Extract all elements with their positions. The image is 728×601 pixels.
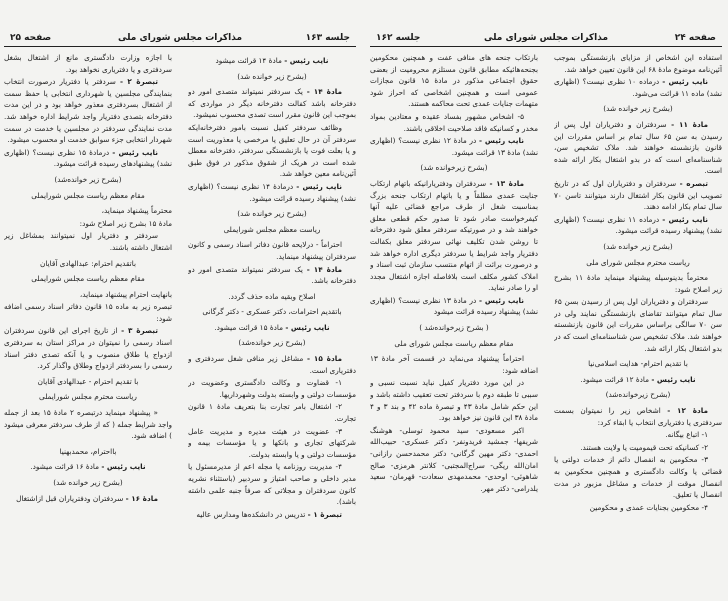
paragraph-text: بااحترام، محمدبهنیا [59, 446, 117, 456]
paragraph-text: ۲- کسانیکه تحت قیمومیت یا ولایت هستند. [580, 442, 708, 452]
paragraph-text: (بشرح زیر خوانده‌شد) [54, 174, 122, 184]
paragraph-text: ۳- عضویت در هیئت مدیره و مدیریت عامل شرکتهای تجاری و بانکها و یا مؤسسات بیمه و مؤسسات دولتی و یا وابسته بدولت. [188, 426, 356, 459]
paragraph-text: محترماً پیشنهاد مینماید، [101, 206, 172, 216]
paragraph-text: ۱- قضاوت و وکالت دادگستری وعضویت در مؤسسات دولتی و وابسته بدولت وشهرداریها. [188, 378, 356, 399]
bold-lead: نایب رئیس - [284, 56, 329, 65]
paragraph-text: « پیشنهاد مینماید درتبصره ۲ مادهٔ ۱۵ بعد از جمله واجد شرایط جمله ( که از طرف سردفتر معرفی میشود ) اضافه شود. [4, 408, 172, 441]
paragraph-text: یک سردفتر نمیتواند متصدی امور دو دفترخانه باشد. [188, 264, 356, 286]
paragraph [370, 377, 538, 423]
speaker-paragraph [554, 119, 722, 177]
paragraph-text: بارتکاب جنحه های منافی عفت و همچنین محکومین بجنحه‌هائیکه مطابق قانون مستلزم محرومیت از بعضی حقوق اجتماعی مذکور در مادهٔ ۱۵ قانون مجازات عمومی است و همچنین اشخاصی که احراز شود متهمات جنایات عمدی تحت محاکمه هستند. [370, 53, 538, 109]
paragraph-text: سردفتر و دفتریار اول نمیتوانند بمشاغل زیر اشتغال داشته باشند. [4, 231, 172, 252]
centered-line [188, 224, 356, 236]
paragraph-text: مادهٔ ۱۲ قرائت میشود. [580, 374, 652, 384]
centered-line [370, 338, 538, 350]
page-number: صفحه ۲۵ [10, 33, 52, 43]
paragraph [554, 502, 722, 514]
centered-line [188, 71, 356, 83]
centered-line [554, 241, 722, 253]
session-number: جلسه ۱۶۳ [305, 33, 350, 43]
paragraph [370, 425, 538, 495]
paragraph-text: با اجازه وزارت دادگستری مانع از اشتغال بشغل سردفتری و یا دفتریاری نخواهد بود. [4, 53, 172, 74]
speaker-paragraph [188, 322, 356, 334]
bold-lead: مادهٔ ۱۲ - [667, 406, 709, 416]
paragraph-text: (بشرح زیرخوانده شد) [420, 163, 488, 173]
centered-line [188, 306, 356, 318]
paragraph [188, 122, 356, 180]
paragraph-text: اشخاص زیر را نمیتوان بسمت سردفتری یا دفتریاری انتخاب یا ابقاء کرد: [554, 406, 722, 427]
paragraph-text: اصلاح وبقیه ماده حذف گردد. [228, 291, 316, 301]
paragraph [188, 377, 356, 400]
page-number: صفحه ۲۴ [674, 33, 716, 43]
paragraph-text: مادهٔ ۱۵ بشرح زیر اصلاح شود: [79, 218, 172, 228]
paragraph-text: سردفتران و دفتریاران اول که در تاریخ تصویب این قانون بکار اشتغال دارند میتوانند تاسن ۷۰ سال تمام بکار ادامه دهند. [554, 178, 722, 212]
column-left [4, 52, 172, 595]
paragraph-text: تبصره زیر به ماده ۱۵ قانون دفاتر اسناد رسمی اضافه شود: [4, 302, 172, 323]
centered-line [370, 322, 538, 334]
paragraph-text: ریاست معظم مجلس شورایملی [223, 224, 321, 234]
centered-line [554, 358, 722, 370]
page-25 [4, 30, 356, 595]
paragraph-text: یک سردفتر نمیتواند متصدی امور دو دفترخانه باشد کفالت دفترخانه دیگر در مواردی که بموجب این قانون مقرر است تصدی محسوب نمیشود. [188, 87, 356, 120]
centered-line [188, 208, 356, 220]
paragraph [370, 52, 538, 110]
paragraph-text: احتراماً پیشنهاد می‌نماید در قسمت آخر مادهٔ ۱۳ اضافه شود: [370, 354, 538, 375]
paragraph-text: با تقدیم احترام- هدایت اسلامی‌نیا [588, 359, 688, 369]
paragraph-text: در این مورد دفتریار کفیل نباید نسبت نسبی و سببی تا طبقه دوم با سردفتر تحت تعقیب داشته باشد و این حکم شامل مادهٔ ۴۳ و تبصرهٔ ماده ۴۲ و بند ۳ و ۴ مادهٔ ۳۸ این قانون نیز خواهد بود. [370, 378, 538, 423]
paragraph [188, 461, 356, 507]
speaker-paragraph [4, 461, 172, 473]
centered-line [4, 273, 172, 285]
paragraph-text: درمادهٔ ۱۵ نظری نیست؟ (اظهاری نشد) پیشنهادهای رسیده قرائت میشود. [4, 147, 172, 169]
page-header [4, 30, 356, 47]
paragraph-text: مادهٔ ۱۶ قرائت میشود. [30, 462, 102, 472]
paragraph [370, 111, 538, 134]
centered-line [4, 258, 172, 270]
bold-lead: نایب رئیس - [296, 181, 343, 191]
paragraph [370, 353, 538, 376]
paragraph-text: از تاریخ اجرای این قانون سردفتران اسناد رسمی را نمیتوان در مراکز استان به سردفتری ازدواج یا طلاق منصوب و یا آنکه تصدی دفتر اسناد رسمی را بسردفتر ازدواج وطلاق واگذار کرد. [4, 326, 172, 371]
bold-lead: مادهٔ ۱۴ - [306, 264, 342, 274]
paragraph-text: ۳- محکومین به انفصال دائم از خدمات دولتی یا قضائی یا وکالت دادگستری و همچنین محکومین به انفصال موقت از خدمات و مشاغل مزبور در مدت انفصال یا تعلیق. [554, 455, 722, 500]
text-columns [370, 52, 722, 595]
paragraph-text: (بشرح زیر خوانده‌شد) [238, 338, 306, 348]
paragraph [4, 289, 172, 301]
bold-lead: نایب رئیس - [112, 147, 159, 157]
speaker-paragraph [370, 178, 538, 294]
paragraph-text: مادهٔ ۱۵ قرائت میشود. [214, 322, 286, 332]
paragraph-text: احتراماً - درلایحه قانون دفاتر اسناد رسمی و کانون سردفتران پیشنهاد مینماید. [188, 240, 356, 261]
paragraph [4, 230, 172, 253]
bold-lead: مادهٔ ۱۶ - [125, 493, 158, 503]
speaker-paragraph [554, 374, 722, 386]
paragraph-text: (بشرح زیر خوانده شد) [237, 71, 307, 81]
bold-lead: نایب رئیس - [662, 77, 709, 87]
paragraph-text: باتقدیم احترام: عبدالهادی آقایان [40, 258, 136, 268]
paragraph-text: در مادهٔ ۱۳ نظری نیست؟ (اظهاری نشد) پیشنهاد رسیده قرائت میشود [370, 295, 538, 317]
paragraph-text: سردفتران و دفتریاران اول پس از رسیدن بسن ۶۵ سال تمام میتوانند تقاضای بازنشستگی نمایند ولی در سن ۷۰ سالگی براساس مقررات این قانون بازنشسته خواهند شد. ملاک تشخیص سن شناسنامه‌ای است که در بدو اشتغال بکار ارائه شد. [554, 297, 722, 353]
paragraph-text: مادهٔ ۱۴ قرائت میشود [215, 56, 285, 65]
paragraph-text: با تقدیم احترام - عبدالهادی آقایان [37, 376, 139, 386]
speaker-paragraph [188, 55, 356, 67]
paragraph-text: محترماً بدینوسیله پیشنهاد مینماید مادهٔ ۱۱ بشرح زیر اصلاح شود: [554, 273, 722, 294]
paragraph-text: استفاده این اشخاص از مزایای بازنشستگی بموجب آئین‌نامه موضوع مادهٔ ۶۸ این قانون تعیین خواهد شد. [554, 53, 722, 74]
bold-lead: مادهٔ ۱۱ - [671, 119, 708, 129]
bold-lead: مادهٔ ۱۵ - [306, 354, 342, 364]
running-title: مذاکرات مجلس شورای ملی [117, 33, 243, 43]
speaker-paragraph [370, 295, 538, 318]
paragraph [188, 401, 356, 424]
bold-lead: تبصره - [679, 178, 708, 188]
paragraph-text: درمادهٔ ۱۴ نظری نیست؟ (اظهاری نشد) پیشنهاد رسیده قرائت میشود. [188, 181, 356, 203]
paragraph-text: مشاغل زیر منافی شغل سردفتری و دفتریاری است. [188, 354, 356, 375]
bold-lead: نایب رئیس - [478, 295, 525, 305]
column-right [188, 52, 356, 595]
speaker-paragraph [4, 147, 172, 170]
speaker-paragraph [4, 325, 172, 371]
speaker-paragraph [4, 493, 172, 505]
bold-lead: تبصرهٔ ۲ - [120, 77, 158, 87]
paragraph-text: ۴- مدیریت روزنامه یا مجله اعم از مدیرمسئول یا مدیر داخلی و صاحب امتیاز و سردبیر (باستثناء نشریه کانون سردفتران و مجلاتی که صرفاً جنبه علمی داشته باشد). [188, 462, 356, 507]
bold-lead: تبصرهٔ ۳ - [121, 326, 159, 336]
paragraph-text: اکبر مسعودی- سید محمود توسلی- هوشنگ شریفها- جمشید فریدونفر- دکتر عسکری- حبیب‌الله احمدی- دکتر مهین گرگانی- دکتر محمدحسن رازانی- امان‌الله ریگی- سراج‌المجتبی- کلانتر هرمزی- صالح شاهوئی- اوحدی- محمدمهدی سعادت- قهرمان- سعید یلدرامی- دکتر مهر. [370, 425, 538, 493]
paragraph-text: ریاست محترم مجلس شورایملی [39, 392, 137, 402]
paragraph [554, 429, 722, 441]
bold-lead: نایب رئیس - [285, 322, 330, 332]
bold-lead: نایب رئیس - [478, 136, 525, 146]
paragraph [188, 239, 356, 262]
centered-line [4, 174, 172, 186]
paragraph-text: در مادهٔ ۱۲ نظری نیست؟ (اظهاری نشد) مادهٔ ۱۳ قرائت میشود. [370, 136, 538, 157]
paragraph [4, 52, 172, 75]
paragraph-text: سردفتران ودفتریارانیکه باتهام ارتکاب جنایت عمدی مطلقاً و یا باتهام ارتکاب جنحه بزرگ بمناسبت شغل از طرف مراجع قضائی علیه آنها کیفرخواست صادر شود تا صدور حکم قطعی معلق خواهند شد و در صورتیکه سردفتر معلق شود دفترخانه تا روشن شدن تکلیف نهائی سردفتر معلق بکفالت دفتریار واجد شرایط یا سردفتر دیگری اداره خواهد شد و درصورت برائت از اتهام منتسب سازمان ثبت اسناد و املاک کشور مکلف است بلافاصله اجازه اشتغال مجدد او را صادر نماید. [370, 178, 538, 293]
paragraph-text: درماده ۱۰ نظری نیست؟ (اظهاری نشد) ماده ۱۱ قرائت می‌شود. [554, 77, 722, 98]
bold-lead: تبصرهٔ ۱ - [307, 509, 342, 519]
page-header [370, 30, 722, 47]
centered-line [188, 291, 356, 303]
speaker-paragraph [188, 353, 356, 376]
paragraph-text: ریاست محترم مجلس شورای ملی [586, 257, 690, 267]
bold-lead: مادهٔ ۱۴ - [306, 87, 342, 97]
bold-lead: نایب رئیس - [651, 374, 696, 384]
paragraph-text: درماده ۱۱ نظری نیست؟ (اظهاری نشد) پیشنهاد رسیده قرائت میشود. [554, 214, 722, 236]
paragraph-text: ۵- اشخاص مشهور بفساد عقیده و معتادین بمواد مخدر و کسانیکه فاقد صلاحیت اخلاقی باشند. [370, 111, 538, 133]
paragraph-text: مقام معظم ریاست مجلس شورایملی [31, 274, 145, 284]
paragraph-text: باتقدیم احترامات، دکتر عسکری - دکتر گرگانی [202, 307, 342, 317]
speaker-paragraph [554, 178, 722, 213]
text-columns [4, 52, 356, 595]
paragraph [188, 426, 356, 461]
centered-line [554, 103, 722, 115]
column-left [370, 52, 538, 595]
paragraph [4, 205, 172, 217]
paragraph-text: ۲- اشتغال بامر تجارت بنا بتعریف مادهٔ ۱ قانون تجارت. [188, 402, 356, 424]
paragraph [4, 407, 172, 442]
paragraph-text: بانهایت احترام پیشنهاد مینماید، [79, 289, 172, 299]
speaker-paragraph [554, 214, 722, 237]
paragraph-text: (بشرح زیر خوانده شد) [603, 241, 673, 251]
centered-line [554, 257, 722, 269]
centered-line [4, 376, 172, 388]
paragraph-text: (بشرح زیرخوانده‌شد) [605, 390, 671, 400]
speaker-paragraph [188, 181, 356, 204]
paragraph-text: مقام معظم ریاست مجلس شورایملی [31, 190, 145, 200]
centered-line [370, 162, 538, 174]
paragraph [554, 272, 722, 295]
paragraph-text: تدریس در دانشکده‌ها ومدارس عالیه [196, 509, 308, 519]
paragraph-text: (بشرح زیر خوانده شد) [603, 104, 673, 114]
centered-line [4, 477, 172, 489]
centered-line [4, 190, 172, 202]
bold-lead: نایب رئیس - [101, 462, 146, 472]
paragraph-text: سردفتران ودفتریاران قبل ازاشتغال [16, 493, 126, 503]
bold-lead: مادهٔ ۱۳ - [489, 178, 524, 188]
paragraph-text: ( بشرح زیرخوانده‌شد ) [419, 323, 489, 333]
speaker-paragraph [554, 405, 722, 428]
paragraph-text: (بشرح زیر خوانده شد) [53, 478, 123, 487]
paragraph-text: وظائف سردفتر کفیل نسبت بامور دفترخانه‌ایکه سردفتر آن در حال تعلیق یا مرخصی یا معذوریت است و یا بعلت فوت یا بازنشستگی سردفتر، دفترخانه معطل شده است در هریک از شقوق مذکور در فوق طبق آئین‌نامه معین خواهد شد. [188, 122, 356, 179]
speaker-paragraph [370, 135, 538, 158]
paragraph [554, 442, 722, 454]
centered-line [188, 337, 356, 349]
centered-line [4, 391, 172, 403]
paragraph [554, 52, 722, 75]
paragraph [4, 218, 172, 230]
speaker-paragraph [188, 264, 356, 287]
speaker-paragraph [554, 76, 722, 99]
paragraph-text: ۱- اتباع بیگانه. [665, 430, 708, 440]
paragraph-text: سردفتر یا دفتریار درصورت انتخاب بنمایندگی مجلسین یا شهرداری انتخابی یا حفظ سمت از اشتغال بسردفتری معذور خواهد بود و در این مدت دفترخانه بتصدی دفتریار واجد شرایط اداره خواهد شد. مدت نمایندگی سردفتر در مجلسین یا خدمت در سمت شهردار انتخابی جزء سوابق خدمت او محسوب میشود. [4, 77, 172, 145]
paragraph [554, 296, 722, 354]
speaker-paragraph [4, 76, 172, 146]
column-right [554, 52, 722, 595]
paragraph [554, 454, 722, 500]
bold-lead: نایب رئیس - [662, 214, 709, 224]
speaker-paragraph [188, 86, 356, 121]
centered-line [4, 446, 172, 458]
paragraph [4, 301, 172, 324]
paragraph-text: (بشرح زیر خوانده شد) [237, 209, 307, 219]
paragraph-text: مقام معظم ریاست مجلس شورای ملی [394, 338, 514, 348]
paragraph-text: سردفتران و دفتریاران اول پس از رسیدن به سن ۶۵ سال تمام بر اساس مقررات این قانون بازنشسته خواهند شد. ملاک تشخیص سن، شناسنامه‌ای است که در بدو اشتغال بکار ارائه شده است. [554, 119, 722, 176]
session-number: جلسه ۱۶۲ [376, 33, 421, 43]
centered-line [554, 389, 722, 401]
speaker-paragraph [188, 509, 356, 521]
running-title: مذاکرات مجلس شورای ملی [483, 33, 609, 43]
paragraph-text: ۴- محکومین بجنایات عمدی و محکومین [589, 502, 708, 512]
page-24 [370, 30, 722, 595]
